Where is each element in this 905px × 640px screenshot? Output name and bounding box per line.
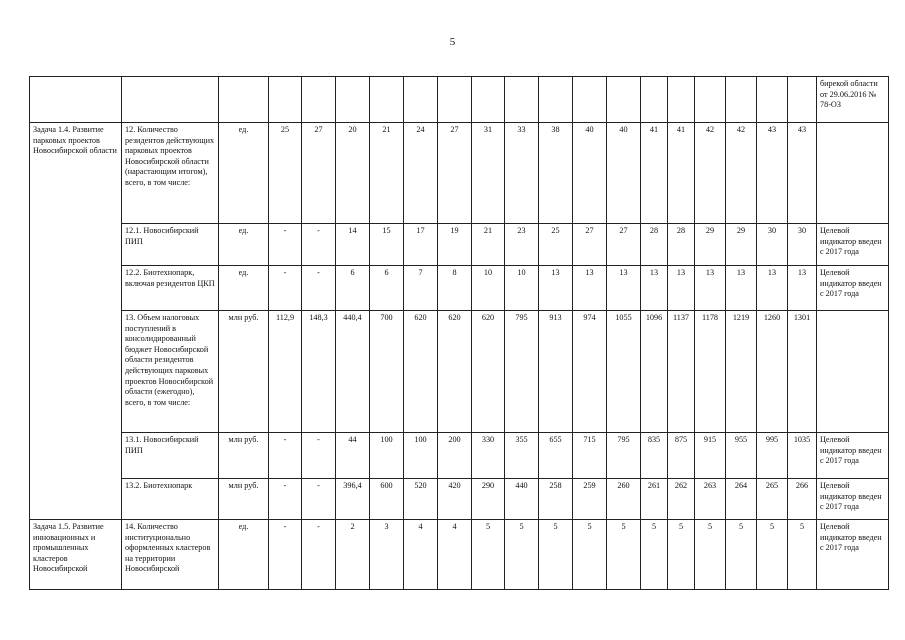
value-cell: 655 — [539, 433, 573, 479]
value-cell: 29 — [726, 224, 757, 266]
value-cell: 13 — [695, 266, 726, 311]
value-cell: - — [269, 266, 302, 311]
value-cell: 7 — [404, 266, 438, 311]
value-cell: 27 — [573, 224, 607, 266]
value-cell: 28 — [641, 224, 668, 266]
value-cell: 148,3 — [302, 311, 336, 433]
indicator-cell — [122, 77, 219, 123]
value-cell: 13 — [757, 266, 788, 311]
value-cell: 38 — [539, 123, 573, 224]
table-row — [30, 224, 889, 266]
value-cell: 330 — [472, 433, 505, 479]
value-cell: 262 — [668, 479, 695, 520]
value-cell: 1260 — [757, 311, 788, 433]
value-cell: - — [302, 266, 336, 311]
value-cell: 43 — [757, 123, 788, 224]
value-cell: 396,4 — [336, 479, 370, 520]
value-cell: 260 — [607, 479, 641, 520]
value-cell: 1219 — [726, 311, 757, 433]
value-cell: 264 — [726, 479, 757, 520]
value-cell: 28 — [668, 224, 695, 266]
value-cell: 100 — [370, 433, 404, 479]
value-cell: 440 — [505, 479, 539, 520]
value-cell: 700 — [370, 311, 404, 433]
value-cell: 4 — [438, 520, 472, 590]
value-cell: 33 — [505, 123, 539, 224]
value-cell: 30 — [757, 224, 788, 266]
unit-cell: ед. — [219, 123, 269, 224]
value-cell: 875 — [668, 433, 695, 479]
value-cell: 5 — [788, 520, 817, 590]
value-cell: 5 — [757, 520, 788, 590]
value-cell: 600 — [370, 479, 404, 520]
value-cell: 440,4 — [336, 311, 370, 433]
value-cell: 13 — [573, 266, 607, 311]
value-cell: - — [269, 479, 302, 520]
value-cell: 5 — [726, 520, 757, 590]
value-cell: 795 — [505, 311, 539, 433]
value-cell: 955 — [726, 433, 757, 479]
value-cell: 290 — [472, 479, 505, 520]
value-cell: 27 — [438, 123, 472, 224]
value-cell: 420 — [438, 479, 472, 520]
value-cell: 3 — [370, 520, 404, 590]
value-cell: 24 — [404, 123, 438, 224]
value-cell: 795 — [607, 433, 641, 479]
value-cell: 27 — [302, 123, 336, 224]
value-cell: 1137 — [668, 311, 695, 433]
note-cell: бирекой области от 29.06.2016 № 78-ОЗ — [817, 77, 889, 123]
note-cell — [817, 123, 889, 224]
value-cell: 266 — [788, 479, 817, 520]
task-cell — [30, 77, 122, 123]
value-cell: 1178 — [695, 311, 726, 433]
task-cell: Задача 1.5. Развитие инновационных и промышленных кластеров Новосибирской — [30, 520, 122, 590]
value-cell: 41 — [641, 123, 668, 224]
value-cell: 112,9 — [269, 311, 302, 433]
value-cell: 5 — [505, 520, 539, 590]
note-cell — [817, 311, 889, 433]
unit-cell: млн руб. — [219, 311, 269, 433]
value-cell: 715 — [573, 433, 607, 479]
value-cell: - — [269, 433, 302, 479]
value-cell: 29 — [695, 224, 726, 266]
value-cell: 620 — [404, 311, 438, 433]
value-cell: 974 — [573, 311, 607, 433]
value-cell: 915 — [695, 433, 726, 479]
table-row-header-continuation — [30, 77, 889, 123]
value-cell: 20 — [336, 123, 370, 224]
value-cell: 913 — [539, 311, 573, 433]
value-cell: 25 — [269, 123, 302, 224]
table-row — [30, 123, 889, 224]
value-cell: 5 — [668, 520, 695, 590]
value-cell: - — [269, 224, 302, 266]
value-cell: 5 — [472, 520, 505, 590]
value-cell: 5 — [573, 520, 607, 590]
value-cell: 5 — [641, 520, 668, 590]
value-cell: - — [269, 520, 302, 590]
unit-cell: млн руб. — [219, 479, 269, 520]
value-cell: 200 — [438, 433, 472, 479]
value-cell: 10 — [505, 266, 539, 311]
value-cell: 263 — [695, 479, 726, 520]
value-cell: 10 — [472, 266, 505, 311]
value-cell: 835 — [641, 433, 668, 479]
value-cell: 42 — [726, 123, 757, 224]
value-cell: 15 — [370, 224, 404, 266]
value-cell: 42 — [695, 123, 726, 224]
value-cell: 1035 — [788, 433, 817, 479]
value-cell: 5 — [539, 520, 573, 590]
value-cell: 14 — [336, 224, 370, 266]
value-cell: 27 — [607, 224, 641, 266]
value-cell: 17 — [404, 224, 438, 266]
value-cell: - — [302, 433, 336, 479]
value-cell: 2 — [336, 520, 370, 590]
value-cell: 1055 — [607, 311, 641, 433]
value-cell: 21 — [472, 224, 505, 266]
value-cell: 5 — [695, 520, 726, 590]
indicator-cell: 12.2. Биотехнопарк, включая резидентов ЦКП — [122, 266, 219, 311]
value-cell: 258 — [539, 479, 573, 520]
value-cell: 43 — [788, 123, 817, 224]
value-cell: 6 — [336, 266, 370, 311]
task-cell: Задача 1.4. Развитие парковых проектов Новосибирской области — [30, 123, 122, 520]
value-cell: 40 — [607, 123, 641, 224]
page-number: 5 — [449, 36, 456, 48]
value-cell: 259 — [573, 479, 607, 520]
value-cell: 13 — [726, 266, 757, 311]
table-row — [30, 311, 889, 433]
value-cell: 23 — [505, 224, 539, 266]
note-cell: Целевой индикатор введен с 2017 года — [817, 433, 889, 479]
indicator-cell: 13.1. Новосибирский ПИП — [122, 433, 219, 479]
value-cell: 4 — [404, 520, 438, 590]
value-cell: 620 — [472, 311, 505, 433]
value-cell: 520 — [404, 479, 438, 520]
value-cell: 31 — [472, 123, 505, 224]
note-cell: Целевой индикатор введен с 2017 года — [817, 266, 889, 311]
value-cell: 40 — [573, 123, 607, 224]
value-cell: - — [302, 479, 336, 520]
value-cell: 44 — [336, 433, 370, 479]
indicators-table — [29, 76, 889, 590]
indicator-cell: 12.1. Новосибирский ПИП — [122, 224, 219, 266]
value-cell: 6 — [370, 266, 404, 311]
table-row — [30, 433, 889, 479]
value-cell: 13 — [668, 266, 695, 311]
unit-cell: млн руб. — [219, 433, 269, 479]
unit-cell: ед. — [219, 224, 269, 266]
value-cell: - — [302, 224, 336, 266]
table-row — [30, 479, 889, 520]
value-cell: - — [302, 520, 336, 590]
value-cell: 13 — [539, 266, 573, 311]
value-cell: 1301 — [788, 311, 817, 433]
value-cell: 21 — [370, 123, 404, 224]
indicator-cell: 13. Объем налоговых поступлений в консолидированный бюджет Новосибирской области резидентов действующих парковых проектов Новосибирской области (ежегодно), всего, в том числе: — [122, 311, 219, 433]
value-cell: 261 — [641, 479, 668, 520]
table-row — [30, 266, 889, 311]
value-cell: 13 — [788, 266, 817, 311]
note-cell: Целевой индикатор введен с 2017 года — [817, 224, 889, 266]
note-cell: Целевой индикатор введен с 2017 года — [817, 479, 889, 520]
value-cell: 19 — [438, 224, 472, 266]
unit-cell: ед. — [219, 520, 269, 590]
table-row — [30, 520, 889, 590]
value-cell: 100 — [404, 433, 438, 479]
value-cell: 41 — [668, 123, 695, 224]
unit-cell — [219, 77, 269, 123]
value-cell: 1096 — [641, 311, 668, 433]
value-cell: 5 — [607, 520, 641, 590]
value-cell: 355 — [505, 433, 539, 479]
indicator-cell: 14. Количество институционально оформленных кластеров на территории Новосибирской — [122, 520, 219, 590]
value-cell: 25 — [539, 224, 573, 266]
value-cell: 8 — [438, 266, 472, 311]
value-cell: 13 — [641, 266, 668, 311]
indicator-cell: 13.2. Биотехнопарк — [122, 479, 219, 520]
value-cell: 620 — [438, 311, 472, 433]
value-cell: 995 — [757, 433, 788, 479]
value-cell: 13 — [607, 266, 641, 311]
note-cell: Целевой индикатор введен с 2017 года — [817, 520, 889, 590]
value-cell: 265 — [757, 479, 788, 520]
unit-cell: ед. — [219, 266, 269, 311]
value-cell: 30 — [788, 224, 817, 266]
indicator-cell: 12. Количество резидентов действующих парковых проектов Новосибирской области (нарастающим итогом), всего, в том числе: — [122, 123, 219, 224]
